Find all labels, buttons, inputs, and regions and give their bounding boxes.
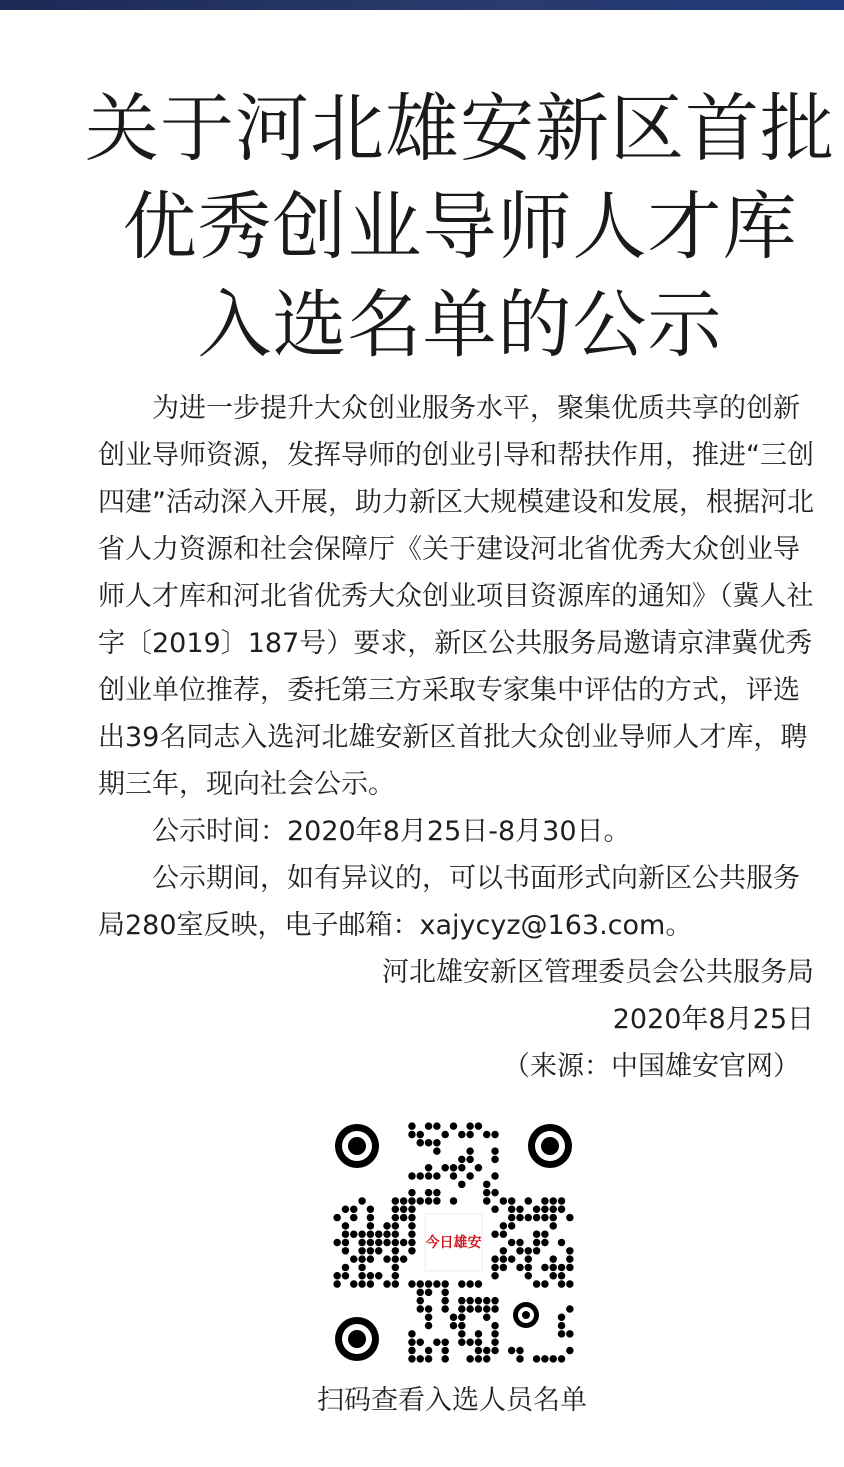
- qr-module: [392, 1247, 399, 1254]
- qr-module: [491, 1206, 498, 1213]
- qr-code-graphic: [333, 1122, 574, 1363]
- qr-module: [450, 1122, 457, 1129]
- qr-module: [350, 1230, 357, 1237]
- qr-module: [333, 1214, 340, 1221]
- qr-module: [566, 1347, 573, 1354]
- qr-module: [392, 1214, 399, 1221]
- qr-module: [342, 1222, 349, 1229]
- qr-module: [450, 1314, 457, 1321]
- qr-module: [425, 1280, 432, 1287]
- qr-module: [466, 1305, 473, 1312]
- qr-module: [458, 1305, 465, 1312]
- qr-module: [433, 1147, 440, 1154]
- qr-module: [500, 1264, 507, 1271]
- qr-module: [549, 1222, 556, 1229]
- paragraph-objection: 公示期间，如有异议的，可以书面形式向新区公共服务局280室反映，电子邮箱：xajycyz@163.com。: [98, 863, 800, 941]
- qr-module: [483, 1189, 490, 1196]
- qr-module: [458, 1297, 465, 1304]
- signature-date: 2020年8月25日: [612, 1004, 814, 1035]
- qr-module: [342, 1247, 349, 1254]
- qr-module: [342, 1272, 349, 1279]
- qr-module: [475, 1347, 482, 1354]
- qr-module: [342, 1206, 349, 1213]
- qr-module: [417, 1289, 424, 1296]
- qr-module: [475, 1330, 482, 1337]
- qr-module: [417, 1139, 424, 1146]
- qr-module: [441, 1131, 448, 1138]
- qr-module: [558, 1264, 565, 1271]
- qr-module: [549, 1197, 556, 1204]
- qr-module: [433, 1122, 440, 1129]
- qr-module: [500, 1222, 507, 1229]
- title-line-1: 关于河北雄安新区首批: [85, 86, 835, 172]
- qr-module: [475, 1122, 482, 1129]
- qr-module: [425, 1197, 432, 1204]
- qr-module: [383, 1255, 390, 1262]
- qr-module: [516, 1239, 523, 1246]
- qr-module: [466, 1280, 473, 1287]
- qr-module: [558, 1314, 565, 1321]
- qr-module: [466, 1297, 473, 1304]
- qr-module: [441, 1297, 448, 1304]
- qr-module: [433, 1280, 440, 1287]
- qr-module: [392, 1222, 399, 1229]
- qr-module: [383, 1280, 390, 1287]
- qr-module: [392, 1280, 399, 1287]
- qr-module: [392, 1272, 399, 1279]
- qr-module: [491, 1322, 498, 1329]
- qr-module: [508, 1255, 515, 1262]
- qr-logo-text: 今日雄安: [425, 1235, 482, 1251]
- qr-module: [566, 1280, 573, 1287]
- qr-module: [475, 1305, 482, 1312]
- qr-module: [475, 1280, 482, 1287]
- notice-body: [98, 385, 814, 1090]
- qr-module: [458, 1280, 465, 1287]
- qr-module: [358, 1272, 365, 1279]
- qr-module: [483, 1297, 490, 1304]
- qr-module: [367, 1206, 374, 1213]
- title-line-3: 入选名单的公示: [197, 282, 723, 368]
- qr-module: [400, 1239, 407, 1246]
- qr-module: [566, 1330, 573, 1337]
- qr-module: [333, 1280, 340, 1287]
- qr-module: [333, 1272, 340, 1279]
- qr-module: [483, 1131, 490, 1138]
- qr-module: [342, 1264, 349, 1271]
- qr-module: [491, 1131, 498, 1138]
- qr-module: [525, 1247, 532, 1254]
- qr-module: [425, 1347, 432, 1354]
- qr-module: [408, 1122, 415, 1129]
- qr-module: [350, 1280, 357, 1287]
- paragraph-intro: 为进一步提升大众创业服务水平，聚集优质共享的创新创业导师资源，发挥导师的创业引导和帮扶作用，推进“三创四建”活动深入开展，助力新区大规模建设和发展，根据河北省人力资源和社会保障厅《关于建设河北省优秀大众创业导师人才库和河北省优秀大众创业项目资源库的通知》（冀人社字〔2019〕187号）要求，新区公共服务局邀请京津冀优秀创业单位推荐，委托第三方采取专家集中评估的方式，评选出39名同志入选河北雄安新区首批大众创业导师人才库，聘期三年，现向社会公示。: [98, 393, 814, 800]
- qr-module: [367, 1255, 374, 1262]
- qr-module: [525, 1197, 532, 1204]
- qr-module: [491, 1264, 498, 1271]
- qr-module: [408, 1355, 415, 1362]
- qr-module: [450, 1322, 457, 1329]
- qr-module: [541, 1197, 548, 1204]
- qr-module: [450, 1197, 457, 1204]
- qr-module: [500, 1230, 507, 1237]
- qr-module: [533, 1355, 540, 1362]
- qr-module: [458, 1322, 465, 1329]
- qr-module: [425, 1314, 432, 1321]
- qr-module: [483, 1181, 490, 1188]
- qr-module: [400, 1214, 407, 1221]
- qr-module: [558, 1239, 565, 1246]
- qr-module: [350, 1206, 357, 1213]
- qr-module: [483, 1347, 490, 1354]
- qr-module: [516, 1214, 523, 1221]
- qr-module: [541, 1214, 548, 1221]
- qr-module: [358, 1197, 365, 1204]
- qr-module: [425, 1122, 432, 1129]
- qr-module: [541, 1355, 548, 1362]
- qr-module: [491, 1255, 498, 1262]
- qr-module: [441, 1338, 448, 1345]
- qr-module: [417, 1280, 424, 1287]
- qr-module: [458, 1164, 465, 1171]
- qr-module: [508, 1197, 515, 1204]
- qr-module: [533, 1230, 540, 1237]
- qr-module: [441, 1347, 448, 1354]
- qr-module: [516, 1247, 523, 1254]
- qr-module: [375, 1247, 382, 1254]
- qr-module: [383, 1222, 390, 1229]
- qr-module: [375, 1239, 382, 1246]
- qr-module: [417, 1172, 424, 1179]
- qr-module: [541, 1206, 548, 1213]
- qr-module: [408, 1338, 415, 1345]
- qr-module: [350, 1255, 357, 1262]
- qr-module: [392, 1197, 399, 1204]
- signature: 河北雄安新区管理委员会公共服务局: [382, 957, 814, 988]
- qr-module: [516, 1206, 523, 1213]
- qr-module: [483, 1305, 490, 1312]
- qr-logo: [421, 1210, 486, 1275]
- qr-module: [549, 1206, 556, 1213]
- qr-module: [441, 1164, 448, 1171]
- qr-module: [367, 1214, 374, 1221]
- qr-module: [342, 1230, 349, 1237]
- qr-module: [516, 1264, 523, 1271]
- qr-module: [358, 1247, 365, 1254]
- qr-module: [367, 1222, 374, 1229]
- qr-module: [392, 1230, 399, 1237]
- qr-module: [400, 1197, 407, 1204]
- qr-module: [358, 1255, 365, 1262]
- qr-module: [549, 1255, 556, 1262]
- qr-module: [525, 1255, 532, 1262]
- qr-module: [525, 1272, 532, 1279]
- qr-module: [350, 1214, 357, 1221]
- qr-module: [408, 1247, 415, 1254]
- qr-module: [500, 1255, 507, 1262]
- qr-module: [458, 1338, 465, 1345]
- qr-module: [408, 1206, 415, 1213]
- qr-module: [558, 1330, 565, 1337]
- qr-module: [466, 1338, 473, 1345]
- qr-module: [425, 1322, 432, 1329]
- qr-module: [375, 1272, 382, 1279]
- qr-module: [491, 1156, 498, 1163]
- qr-module: [475, 1297, 482, 1304]
- qr-module: [516, 1347, 523, 1354]
- qr-module: [475, 1164, 482, 1171]
- qr-module: [450, 1164, 457, 1171]
- qr-module: [367, 1239, 374, 1246]
- qr-code[interactable]: [333, 1122, 574, 1363]
- qr-module: [367, 1280, 374, 1287]
- qr-module: [358, 1280, 365, 1287]
- qr-module: [491, 1230, 498, 1237]
- qr-module: [541, 1239, 548, 1246]
- qr-finder-bottom-left: [335, 1317, 379, 1361]
- qr-module: [491, 1297, 498, 1304]
- qr-module: [433, 1197, 440, 1204]
- qr-module: [549, 1264, 556, 1271]
- qr-module: [491, 1305, 498, 1312]
- qr-module: [458, 1181, 465, 1188]
- qr-module: [433, 1338, 440, 1345]
- qr-module: [558, 1280, 565, 1287]
- qr-module: [491, 1330, 498, 1337]
- qr-module: [483, 1197, 490, 1204]
- qr-module: [533, 1206, 540, 1213]
- qr-module: [549, 1214, 556, 1221]
- qr-module: [383, 1239, 390, 1246]
- qr-module: [392, 1255, 399, 1262]
- qr-module: [558, 1355, 565, 1362]
- qr-module: [441, 1355, 448, 1362]
- paragraph-period: 公示时间：2020年8月25日-8月30日。: [152, 816, 631, 847]
- source-note: （来源：中国雄安官网）: [503, 1051, 800, 1082]
- qr-module: [491, 1172, 498, 1179]
- qr-module: [450, 1172, 457, 1179]
- qr-module: [333, 1239, 340, 1246]
- qr-module: [508, 1214, 515, 1221]
- qr-module: [408, 1239, 415, 1246]
- qr-module: [392, 1239, 399, 1246]
- qr-module: [358, 1239, 365, 1246]
- qr-module: [483, 1314, 490, 1321]
- qr-module: [475, 1338, 482, 1345]
- qr-module: [417, 1297, 424, 1304]
- qr-module: [458, 1156, 465, 1163]
- qr-module: [508, 1239, 515, 1246]
- qr-module: [533, 1214, 540, 1221]
- qr-module: [383, 1230, 390, 1237]
- qr-module: [400, 1206, 407, 1213]
- qr-module: [400, 1255, 407, 1262]
- qr-module: [408, 1222, 415, 1229]
- qr-module: [491, 1338, 498, 1345]
- qr-module: [558, 1197, 565, 1204]
- qr-module: [466, 1172, 473, 1179]
- qr-module: [408, 1172, 415, 1179]
- page-title: [60, 80, 844, 374]
- qr-module: [533, 1247, 540, 1254]
- qr-module: [475, 1355, 482, 1362]
- qr-module: [541, 1230, 548, 1237]
- qr-module: [566, 1264, 573, 1271]
- top-accent-bar: [0, 0, 844, 10]
- qr-module: [549, 1272, 556, 1279]
- qr-module: [508, 1222, 515, 1229]
- qr-module: [392, 1264, 399, 1271]
- qr-module: [500, 1247, 507, 1254]
- qr-module: [417, 1355, 424, 1362]
- qr-module: [525, 1214, 532, 1221]
- qr-module: [375, 1230, 382, 1237]
- qr-module: [408, 1330, 415, 1337]
- qr-caption: 扫码查看入选人员名单: [317, 1385, 587, 1416]
- qr-module: [491, 1272, 498, 1279]
- qr-module: [541, 1280, 548, 1287]
- qr-module: [417, 1338, 424, 1345]
- qr-module: [491, 1189, 498, 1196]
- qr-module: [367, 1230, 374, 1237]
- qr-module: [566, 1255, 573, 1262]
- qr-module: [425, 1305, 432, 1312]
- qr-finder-top-right: [528, 1124, 572, 1168]
- qr-module: [441, 1305, 448, 1312]
- qr-module: [408, 1214, 415, 1221]
- qr-module: [408, 1230, 415, 1237]
- qr-module: [458, 1314, 465, 1321]
- qr-module: [358, 1230, 365, 1237]
- qr-module: [566, 1214, 573, 1221]
- qr-module: [408, 1189, 415, 1196]
- qr-module: [458, 1330, 465, 1337]
- qr-module: [566, 1305, 573, 1312]
- qr-module: [408, 1347, 415, 1354]
- qr-module: [491, 1347, 498, 1354]
- qr-module: [466, 1122, 473, 1129]
- qr-module: [408, 1131, 415, 1138]
- qr-module: [549, 1355, 556, 1362]
- qr-module: [367, 1272, 374, 1279]
- title-line-2: 优秀创业导师人才库: [122, 184, 798, 270]
- qr-module: [458, 1131, 465, 1138]
- qr-module: [408, 1197, 415, 1204]
- qr-module: [466, 1147, 473, 1154]
- qr-module: [433, 1189, 440, 1196]
- qr-module: [466, 1131, 473, 1138]
- qr-module: [558, 1272, 565, 1279]
- qr-module: [533, 1239, 540, 1246]
- qr-module: [425, 1139, 432, 1146]
- qr-module: [441, 1289, 448, 1296]
- qr-module: [342, 1239, 349, 1246]
- qr-module: [392, 1206, 399, 1213]
- qr-alignment-mark: [513, 1302, 539, 1328]
- qr-module: [441, 1280, 448, 1287]
- qr-module: [417, 1305, 424, 1312]
- qr-module: [433, 1172, 440, 1179]
- qr-module: [466, 1355, 473, 1362]
- qr-module: [566, 1247, 573, 1254]
- qr-module: [491, 1147, 498, 1154]
- qr-module: [558, 1322, 565, 1329]
- qr-module: [425, 1289, 432, 1296]
- qr-module: [425, 1172, 432, 1179]
- qr-module: [508, 1206, 515, 1213]
- qr-module: [483, 1355, 490, 1362]
- qr-module: [508, 1347, 515, 1354]
- qr-finder-top-left: [335, 1124, 379, 1168]
- qr-module: [425, 1164, 432, 1171]
- qr-module: [500, 1197, 507, 1204]
- qr-module: [558, 1206, 565, 1213]
- qr-module: [525, 1264, 532, 1271]
- qr-module: [433, 1139, 440, 1146]
- qr-module: [533, 1280, 540, 1287]
- qr-module: [466, 1156, 473, 1163]
- qr-module: [417, 1131, 424, 1138]
- qr-module: [425, 1355, 432, 1362]
- qr-module: [541, 1264, 548, 1271]
- qr-module: [358, 1264, 365, 1271]
- qr-module: [417, 1197, 424, 1204]
- qr-module: [408, 1280, 415, 1287]
- qr-module: [367, 1247, 374, 1254]
- qr-module: [425, 1189, 432, 1196]
- qr-module: [516, 1355, 523, 1362]
